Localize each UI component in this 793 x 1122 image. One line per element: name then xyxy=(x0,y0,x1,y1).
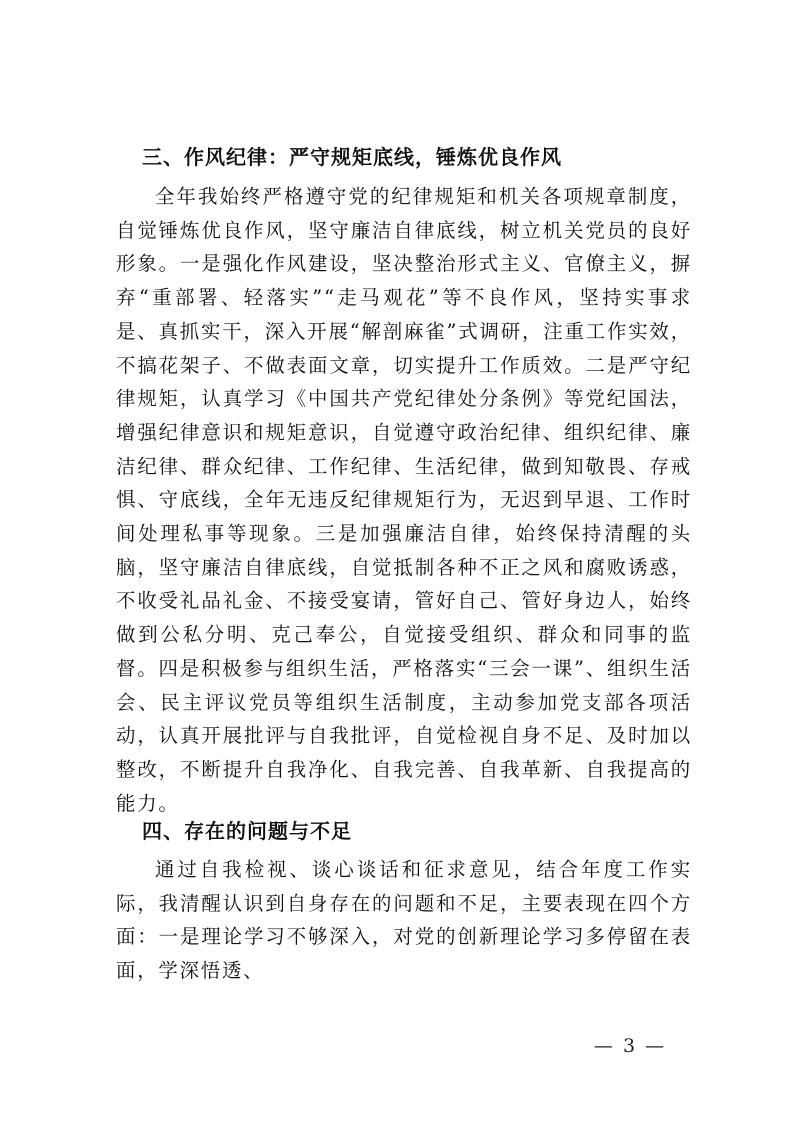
page-number: — 3 — xyxy=(593,1035,667,1057)
section-heading-work-style: 三、作风纪律：严守规矩底线，锤炼优良作风 xyxy=(142,145,562,169)
section-heading-problems: 四、存在的问题与不足 xyxy=(142,819,352,843)
section-paragraph-problems: 通过自我检视、谈心谈话和征求意见，结合年度工作实际，我清醒认识到自身存在的问题和不足，主要表现在四个方面：一是理论学习不够深入，对党的创新理论学习多停留在表面，学深悟透、 xyxy=(116,858,692,983)
section-paragraph-work-style: 全年我始终严格遵守党的纪律规矩和机关各项规章制度，自觉锤炼优良作风，坚守廉洁自律底线，树立机关党员的良好形象。一是强化作风建设，坚决整治形式主义、官僚主义，摒弃“重部署、轻落实”“走马观花”等不良作风，坚持实事求是、真抓实干，深入开展“解剖麻雀”式调研，注重工作实效，不搞花架子、不做表面文章，切实提升工作质效。二是严守纪律规矩，认真学习《中国共产党纪律处分条例》等党纪国法，增强纪律意识和规矩意识，自觉遵守政治纪律、组织纪律、廉洁纪律、群众纪律、工作纪律、生活纪律，做到知敬畏、存戒惧、守底线，全年无违反纪律规矩行为，无迟到早退、工作时间处理私事等现象。三是加强廉洁自律，始终保持清醒的头脑，坚守廉洁自律底线，自觉抵制各种不正之风和腐败诱惑，不收受礼品礼金、不接受宴请，管好自己、管好身边人，始终做到公私分明、克己奉公，自觉接受组织、群众和同事的监督。四是积极参与组织生活，严格落实“三会一课”、组织生活会、民主评议党员等组织生活制度，主动参加党支部各项活动，认真开展批评与自我批评，自觉检视自身不足、及时加以整改，不断提升自我净化、自我完善、自我革新、自我提高的能力。 xyxy=(116,185,692,815)
